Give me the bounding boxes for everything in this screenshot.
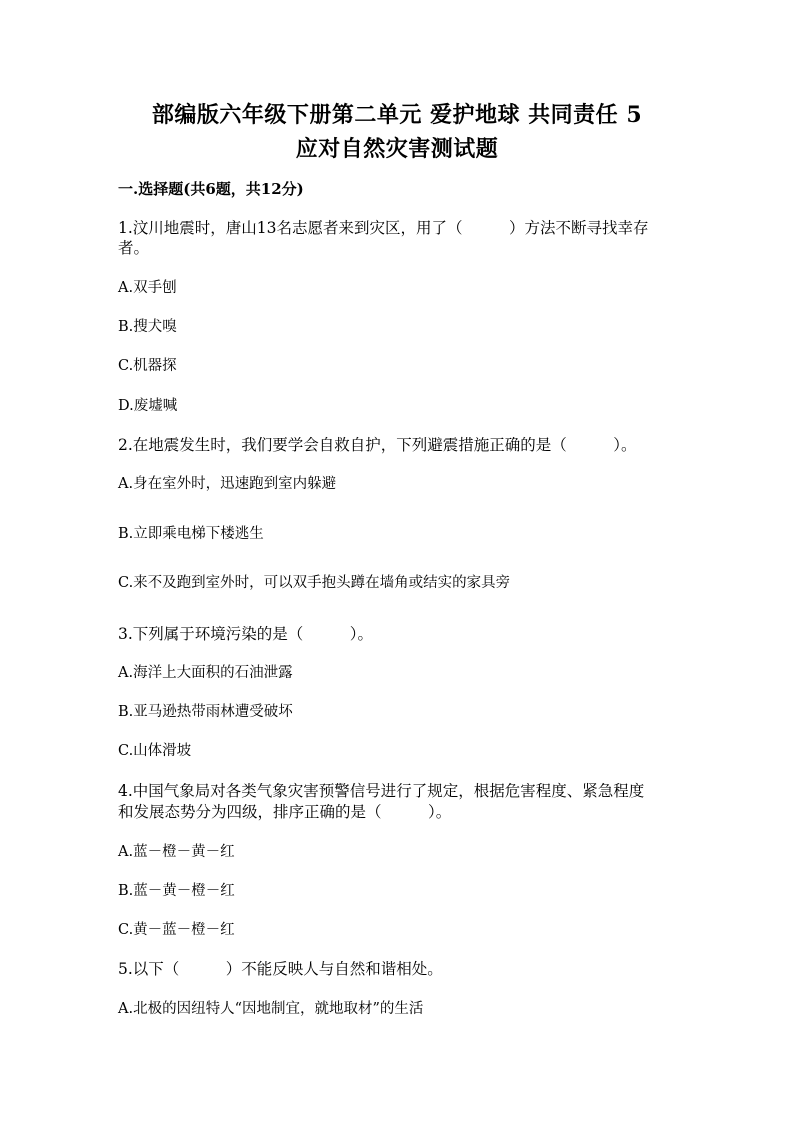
question-4-option-b: B.蓝－黄－橙－红 (118, 883, 235, 899)
question-5-text: 5.以下（ ）不能反映人与自然和谐相处。 (118, 960, 443, 978)
question-1-option-d: D.废墟喊 (118, 398, 178, 414)
question-4-text-line-1: 4.中国气象局对各类气象灾害预警信号进行了规定，根据危害程度、紧急程度 (118, 782, 645, 800)
question-4-option-c: C.黄－蓝－橙－红 (118, 922, 235, 938)
question-1-option-a: A.双手刨 (118, 280, 177, 296)
question-3-option-a: A.海洋上大面积的石油泄露 (118, 665, 293, 681)
question-2-text: 2.在地震发生时，我们要学会自救自护，下列避震措施正确的是（ ）。 (118, 436, 637, 454)
question-3-text: 3.下列属于环境污染的是（ ）。 (118, 625, 374, 643)
document-title-line-2: 应对自然灾害测试题 (295, 136, 499, 162)
question-1-option-b: B.搜犬嗅 (118, 319, 177, 335)
question-1-text-line-2: 者。 (118, 239, 150, 257)
question-4-option-a: A.蓝－橙－黄－红 (118, 844, 235, 860)
question-2-option-a: A.身在室外时，迅速跑到室内躲避 (118, 476, 337, 492)
section-heading: 一.选择题(共6题，共12分) (118, 180, 304, 198)
question-2-option-b: B.立即乘电梯下楼逃生 (118, 526, 264, 542)
question-5-option-a: A.北极的因纽特人“因地制宜，就地取材”的生活 (118, 1001, 424, 1017)
question-4-text-line-2: 和发展态势分为四级，排序正确的是（ ）。 (118, 803, 452, 821)
document-title-line-1: 部编版六年级下册第二单元 爱护地球 共同责任 5 (151, 102, 643, 128)
question-2-option-c: C.来不及跑到室外时，可以双手抱头蹲在墙角或结实的家具旁 (118, 575, 511, 591)
question-1-text-line-1: 1.汶川地震时，唐山13名志愿者来到灾区，用了（ ）方法不断寻找幸存 (118, 219, 649, 237)
question-3-option-b: B.亚马逊热带雨林遭受破坏 (118, 704, 293, 720)
question-3-option-c: C.山体滑坡 (118, 743, 192, 759)
question-1-option-c: C.机器探 (118, 358, 177, 374)
